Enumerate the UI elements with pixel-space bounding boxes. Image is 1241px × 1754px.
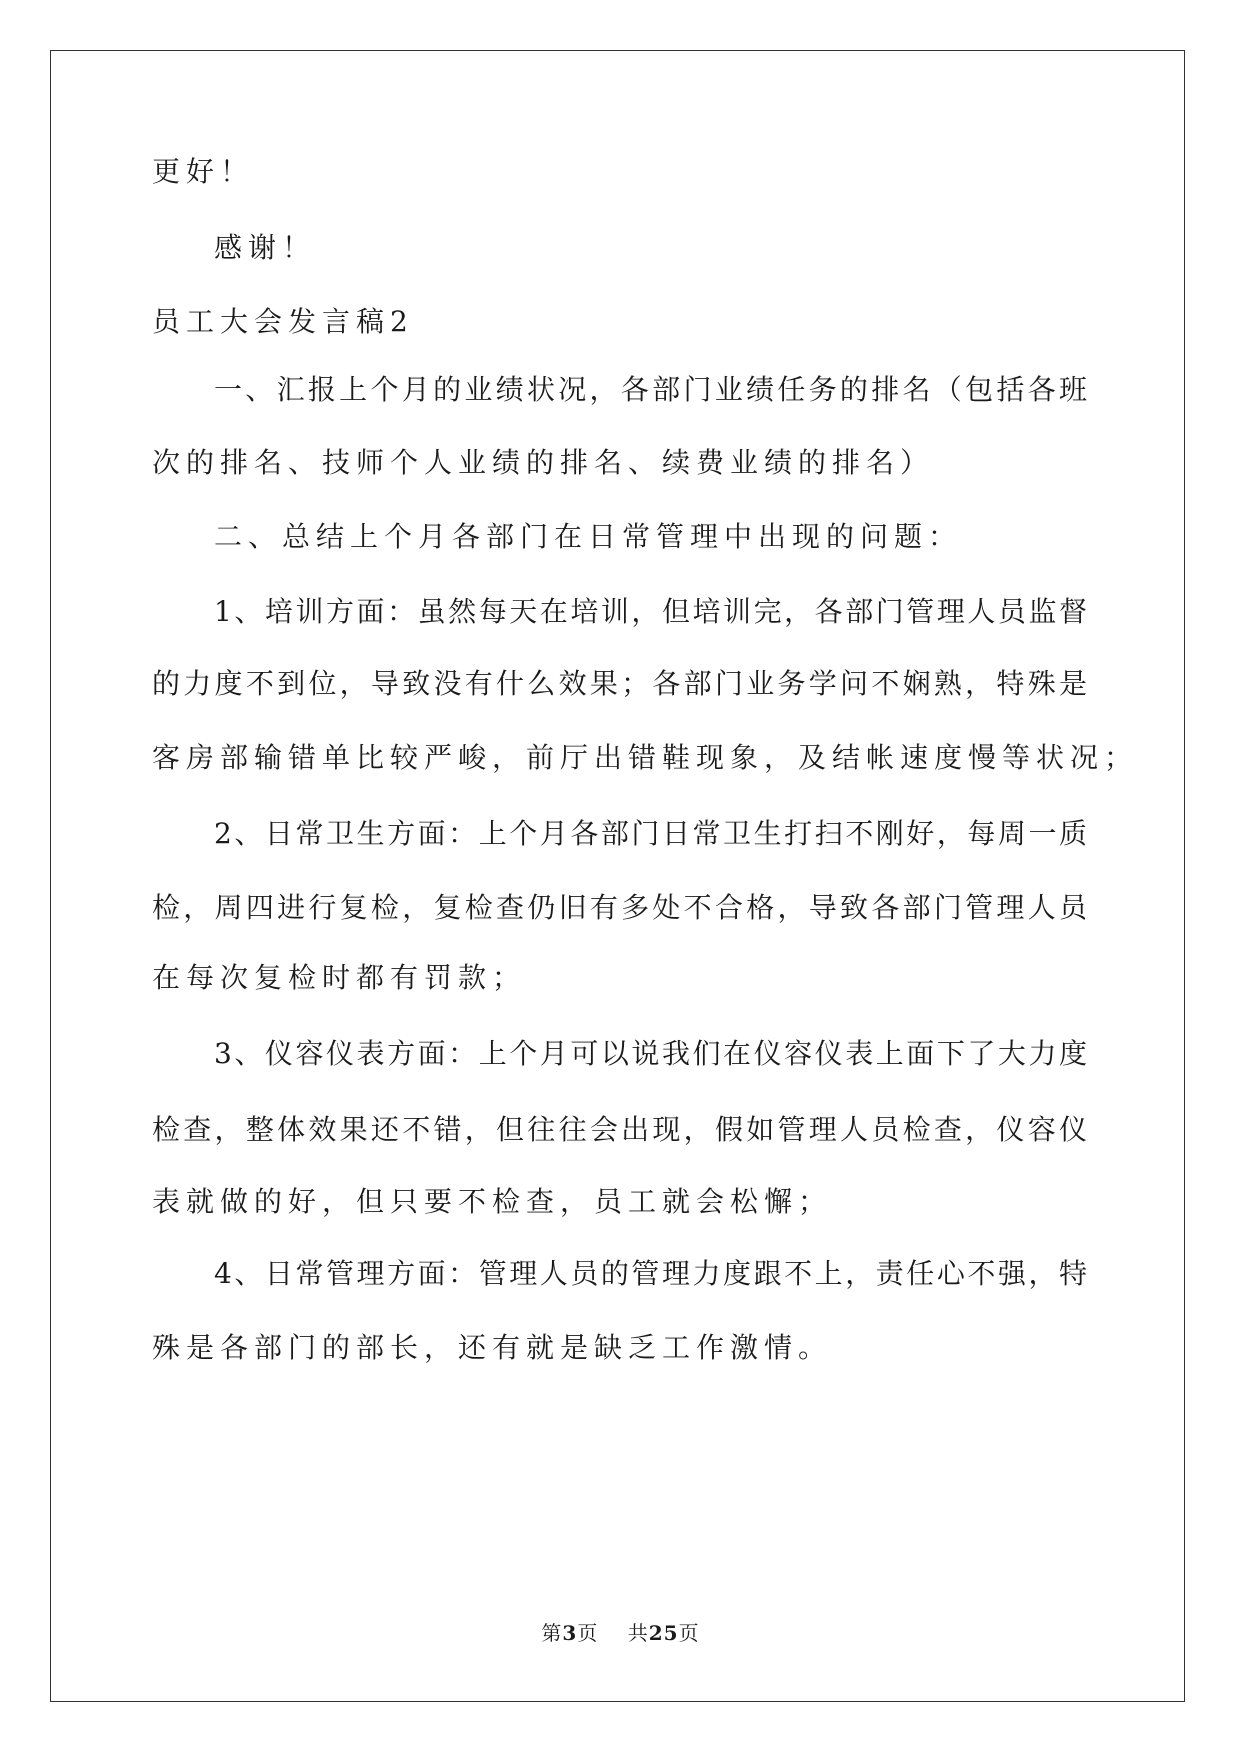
text-line: 的力度不到位，导致没有什么效果；各部门业务学问不娴熟，特殊是 [152, 667, 1087, 700]
text-line: 检，周四进行复检，复检查仍旧有多处不合格，导致各部门管理人员 [152, 891, 1087, 924]
text-line: 3、仪容仪表方面：上个月可以说我们在仪容仪表上面下了大力度 [214, 1037, 1087, 1070]
section-heading: 员工大会发言稿2 [152, 305, 414, 338]
text-line: 感谢！ [214, 231, 317, 264]
text-line: 二、总结上个月各部门在日常管理中出现的问题： [214, 520, 963, 553]
text-line: 更好！ [152, 155, 255, 188]
page-number-prefix: 第 [541, 1621, 563, 1645]
total-pages-number: 25 [648, 1621, 679, 1645]
page-border [50, 50, 1185, 1702]
text-line: 2、日常卫生方面：上个月各部门日常卫生打扫不刚好，每周一质 [214, 817, 1087, 850]
text-line: 检查，整体效果还不错，但往往会出现，假如管理人员检查，仪容仪 [152, 1113, 1087, 1146]
total-pages-suffix: 页 [678, 1621, 700, 1645]
text-line: 4、日常管理方面：管理人员的管理力度跟不上，责任心不强，特 [214, 1257, 1087, 1290]
text-line: 一、汇报上个月的业绩状况，各部门业绩任务的排名（包括各班 [214, 373, 1087, 406]
total-pages-prefix: 共 [627, 1621, 649, 1645]
text-line: 表就做的好，但只要不检查，员工就会松懈； [152, 1185, 833, 1218]
text-line: 客房部输错单比较严峻，前厅出错鞋现象，及结帐速度慢等状况； [152, 741, 1139, 774]
text-line: 殊是各部门的部长，还有就是缺乏工作激情。 [152, 1331, 833, 1364]
text-line: 1、培训方面：虽然每天在培训，但培训完，各部门管理人员监督 [214, 595, 1087, 628]
text-line: 次的排名、技师个人业绩的排名、续费业绩的排名） [152, 446, 935, 479]
page-number-suffix: 页 [577, 1621, 599, 1645]
page-footer [0, 1620, 1241, 1646]
current-page-number: 3 [562, 1621, 578, 1645]
text-line: 在每次复检时都有罚款； [152, 961, 527, 994]
